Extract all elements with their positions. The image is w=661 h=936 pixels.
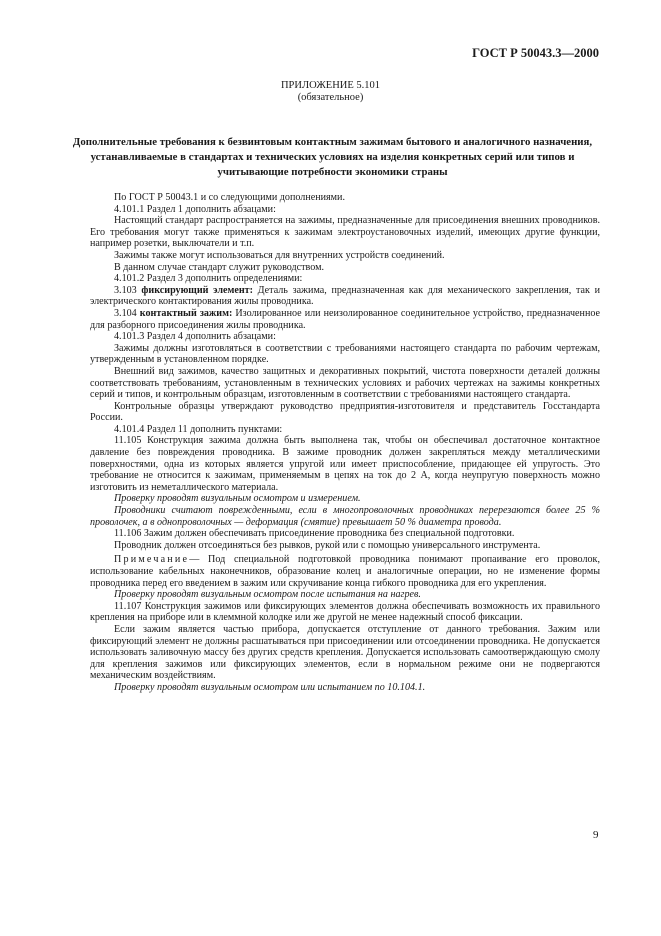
paragraph <box>90 273 600 285</box>
paragraph-text: Изолированное или неизолированное соединительное устройство, предназначенное для разборного присоединения жилы проводника. <box>90 307 600 331</box>
paragraph-text: 4.101.2 Раздел 3 дополнить определениями: <box>114 273 303 285</box>
clause-number: 3.103 <box>114 284 142 296</box>
paragraph-text: Проверку проводят визуальным осмотром или испытанием по 10.104.1. <box>114 681 426 693</box>
italic-paragraph <box>90 682 600 694</box>
document-code: ГОСТ Р 50043.3—2000 <box>472 46 599 60</box>
paragraph-text: Контрольные образцы утверждают руководство предприятия-изготовителя и представитель Госстандарта России. <box>90 400 600 424</box>
paragraph-text: Проводники считают поврежденными, если в многопроволочных проводниках перерезаются более 25 % проволочек, а в однопроволочных — деформация (смятие) превышает 50 % диаметра провода. <box>90 505 600 528</box>
paragraph <box>90 308 600 331</box>
paragraph-text: Если зажим является частью прибора, допускается отступление от данного требования. Зажим или фиксирующий элемент не должны расшатываться при присоединении или отсоединении проводника. Не допускается использовать заливочную массу без других средств крепления. Допускается использовать самоотверждающую смолу для крепления зажимов или фиксирующих элементов, если в нормальном режиме они не подвергаются механическим воздействиям. <box>90 623 600 682</box>
paragraph-text: В данном случае стандарт служит руководством. <box>114 261 325 273</box>
paragraph <box>90 331 600 343</box>
paragraph <box>90 540 600 552</box>
paragraph <box>90 366 600 401</box>
paragraph <box>90 424 600 436</box>
appendix-title: ПРИЛОЖЕНИЕ 5.101 <box>280 80 381 91</box>
paragraph-text: Зажимы должны изготовляться в соответствии с требованиями настоящего стандарта по рабочим чертежам, утвержденным в установленном порядке. <box>90 342 600 366</box>
section-title: Дополнительные требования к безвинтовым контактным зажимам бытового и аналогичного назначения, устанавливаемые в стандартах и технических условиях на изделия конкретных серий или типов и учитывающие потребности экономики страны <box>72 136 593 178</box>
note-paragraph <box>90 554 600 589</box>
italic-paragraph <box>90 505 600 528</box>
paragraph <box>90 528 600 540</box>
paragraph-text: Проверку проводят визуальным осмотром и измерением. <box>114 493 361 505</box>
paragraph <box>90 204 600 216</box>
paragraph <box>90 624 600 682</box>
paragraph-text: Внешний вид зажимов, качество защитных и декоративных покрытий, чистота поверхности деталей должны соответствовать требованиям, установленным в технических условиях и рабочих чертежах на зажимы конкретных серий и типов, и контрольным образцам, изготовленным в соответствии с требованиями настоящего стандарта. <box>90 365 600 401</box>
page-number: 9 <box>593 829 599 841</box>
paragraph-text: 4.101.1 Раздел 1 дополнить абзацами: <box>114 203 276 215</box>
paragraph <box>90 435 600 493</box>
paragraph <box>90 250 600 262</box>
appendix-status: (обязательное) <box>297 92 364 103</box>
paragraph-text: 11.107 Конструкция зажимов или фиксирующих элементов должна обеспечивать возможность их правильного крепления на приборе или в клеммной колодке или же другой не менее надежный способ фиксации. <box>90 600 600 624</box>
paragraph-text: 4.101.4 Раздел 11 дополнить пунктами: <box>114 423 283 435</box>
term: контактный зажим: <box>139 307 233 319</box>
italic-paragraph <box>90 493 600 505</box>
paragraph-text: Проверку проводят визуальным осмотром после испытания на нагрев. <box>114 589 421 601</box>
paragraph-text: Зажимы также могут использоваться для внутренних устройств соединений. <box>114 249 445 261</box>
paragraph <box>90 192 600 204</box>
paragraph-text: 4.101.3 Раздел 4 дополнить абзацами: <box>114 331 276 343</box>
paragraph-text: 11.106 Зажим должен обеспечивать присоединение проводника без специальной подготовки. <box>114 528 515 540</box>
appendix-heading <box>0 80 661 104</box>
paragraph <box>90 285 600 308</box>
paragraph-text: По ГОСТ Р 50043.1 и со следующими дополнениями. <box>114 192 345 203</box>
paragraph <box>90 215 600 250</box>
paragraph-text: Настоящий стандарт распространяется на зажимы, предназначенные для присоединения внешних проводников. Его требования могут также применяться к зажимам электроустановочных изделий, имеющих другие функции, например розетки, выключатели и т.п. <box>90 215 600 250</box>
paragraph-text: — Под специальной подготовкой проводника понимают пропаивание его проволок, использование кабельных наконечников, образование колец и аналогичные операции, но не изменение формы проводника перед его введением в зажим или скручивание конца гибкого проводника для его укрепления. <box>90 554 600 589</box>
paragraph <box>90 262 600 274</box>
paragraph-text: Деталь зажима, предназначенная как для механического закрепления, так и электрического контактирования жилы проводника. <box>90 284 601 308</box>
paragraph-text: Проводник должен отсоединяться без рывков, рукой или с помощью универсального инструмента. <box>114 539 541 551</box>
paragraph <box>90 601 600 624</box>
paragraph <box>90 343 600 366</box>
paragraph-text: 11.105 Конструкция зажима должна быть выполнена так, чтобы он обеспечивал достаточное контактное давление без повреждения проводника. В зажиме проводник должен закрепляться между металлическими поверхностями, одна из которых является упругой или имеет приспособление, придающее ей упругость. Это требование не относится к зажимам, применяемым в цепях на ток до 2 А, когда неупругую поверхность можно изготовить из неметаллического материала. <box>90 435 600 493</box>
italic-paragraph <box>90 589 600 601</box>
note-label: Примечание <box>114 554 190 566</box>
clause-number: 3.104 <box>114 307 140 319</box>
paragraph <box>90 401 600 424</box>
term: фиксирующий элемент: <box>141 284 253 296</box>
document-body <box>90 192 600 694</box>
